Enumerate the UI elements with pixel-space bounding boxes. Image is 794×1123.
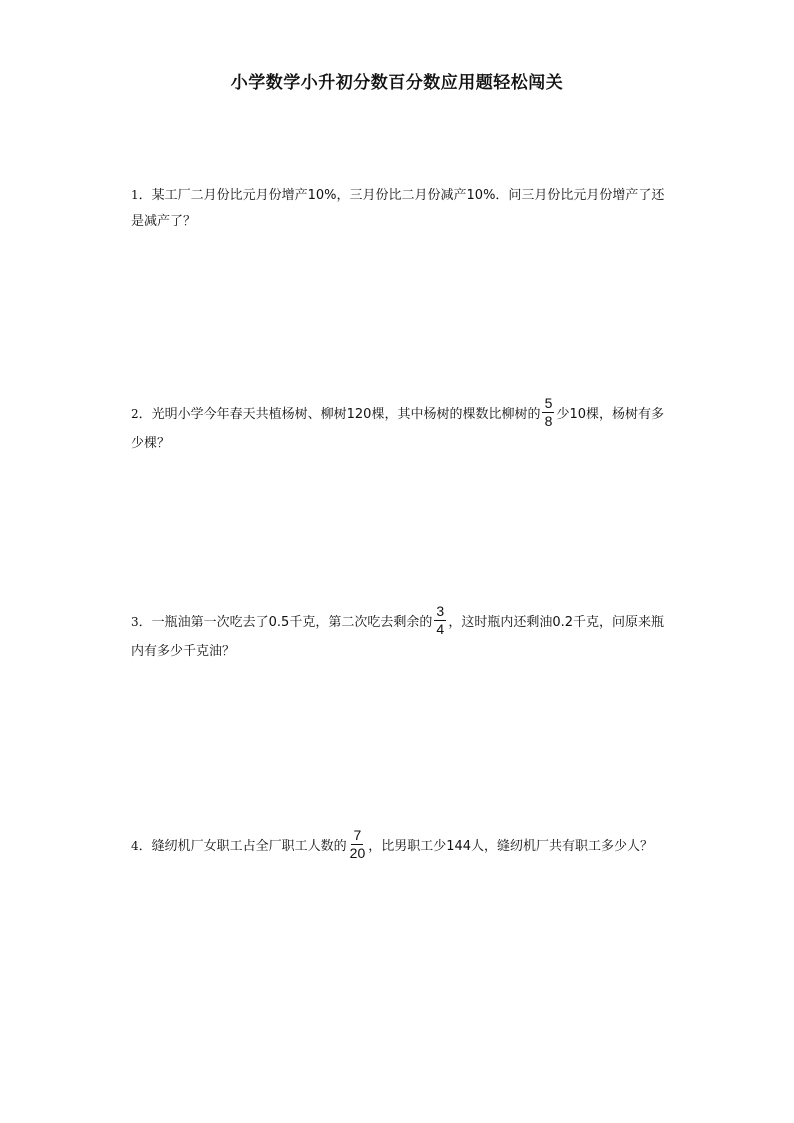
fraction-denominator: 8 bbox=[544, 413, 553, 429]
fraction bbox=[434, 604, 446, 637]
problem-text-after: ，比男职工少144人，缝纫机厂共有职工多少人？ bbox=[368, 839, 654, 854]
problem-text-after: 少10棵，杨树有多少棵？ bbox=[131, 407, 665, 451]
problem-4 bbox=[131, 827, 671, 863]
fraction-denominator: 20 bbox=[349, 845, 366, 861]
fraction bbox=[542, 396, 554, 429]
fraction-numerator: 5 bbox=[542, 396, 554, 413]
page-title: 小学数学小升初分数百分数应用题轻松闯关 bbox=[230, 73, 564, 93]
problem-number: 4 bbox=[131, 839, 139, 853]
problem-number: 1 bbox=[131, 188, 139, 202]
problem-number: 3 bbox=[131, 615, 139, 629]
problem-text-before: ．一瓶油第一次吃去了0.5千克，第二次吃去剩余的 bbox=[138, 615, 433, 630]
problem-number: 2 bbox=[131, 407, 139, 421]
problem-1 bbox=[131, 182, 671, 235]
problem-text-before: ．光明小学今年春天共植杨树、柳树120棵，其中杨树的棵数比柳树的 bbox=[138, 407, 541, 422]
problem-text: ．某工厂二月份比元月份增产10%，三月份比二月份减产10%．问三月份比元月份增产了还是减产了？ bbox=[131, 188, 665, 229]
fraction-numerator: 3 bbox=[434, 604, 446, 621]
problem-3 bbox=[131, 603, 671, 665]
fraction-numerator: 7 bbox=[351, 828, 363, 845]
problem-text-before: ．缝纫机厂女职工占全厂职工人数的 bbox=[138, 839, 347, 854]
problem-text-after: ，这时瓶内还剩油0.2千克，问原来瓶内有多少千克油？ bbox=[131, 615, 665, 659]
fraction-denominator: 4 bbox=[436, 621, 445, 637]
fraction bbox=[349, 828, 367, 861]
problem-2 bbox=[131, 395, 671, 457]
